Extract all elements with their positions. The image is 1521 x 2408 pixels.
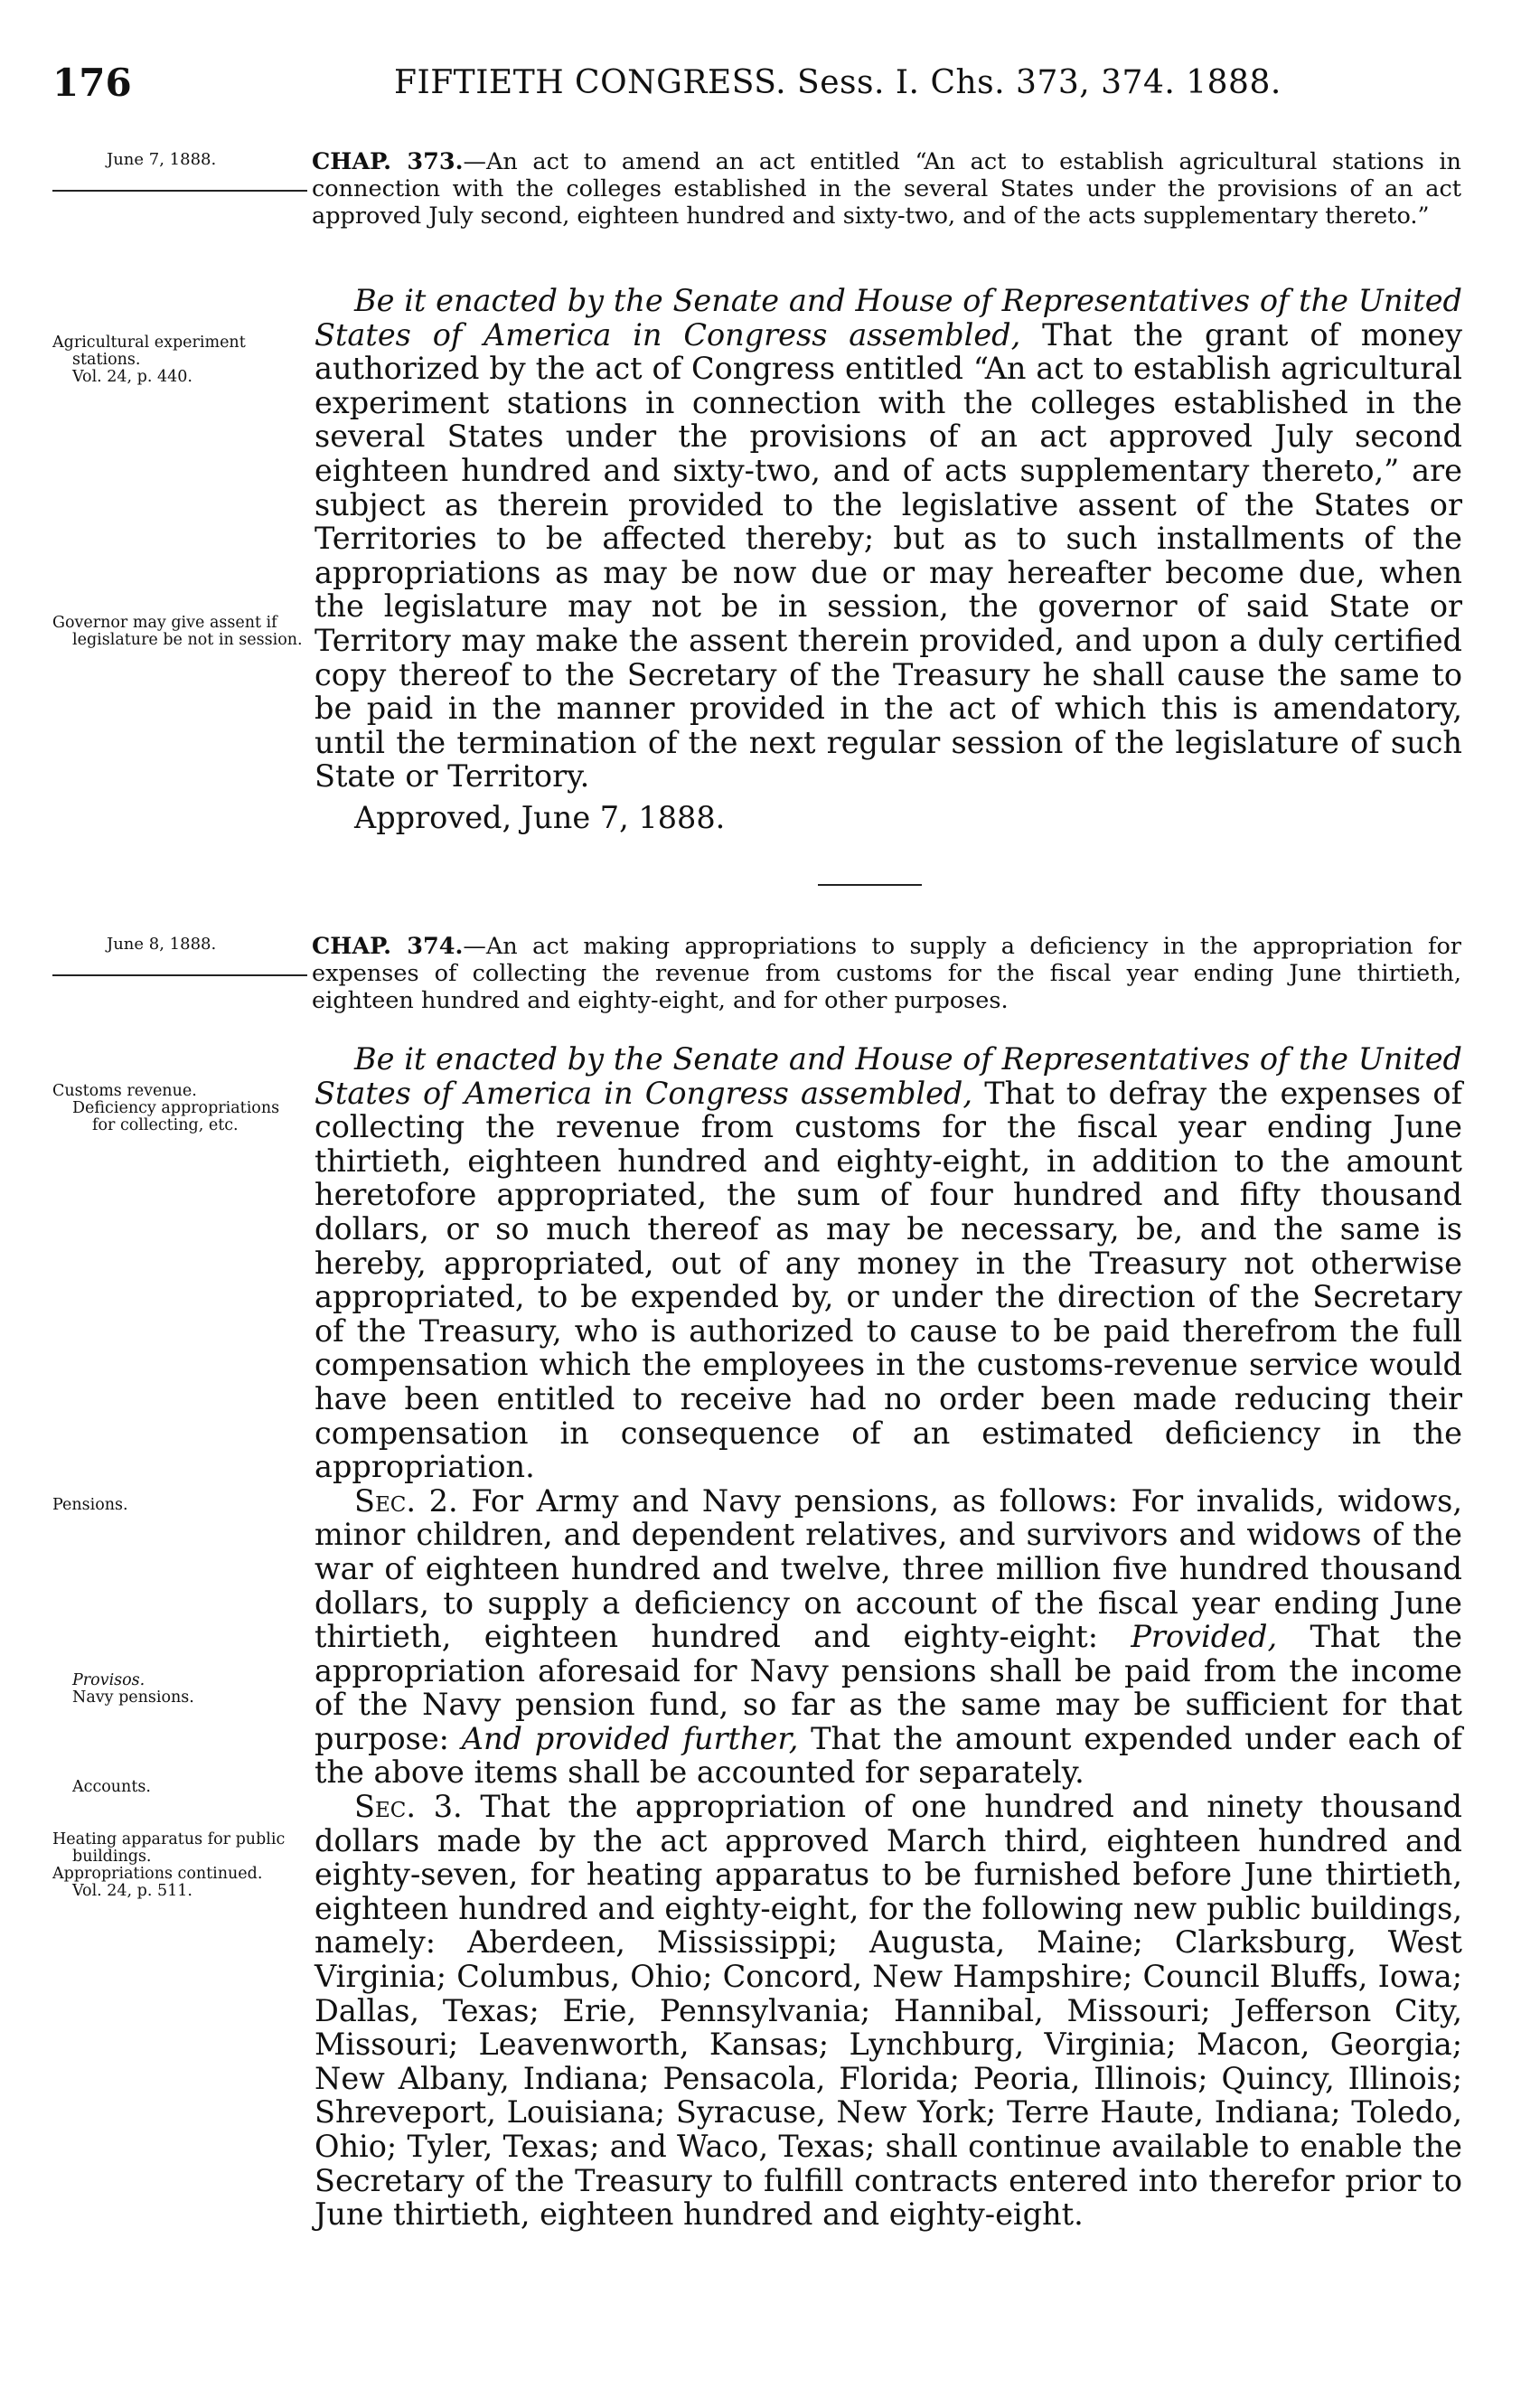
margin-note-provisos [52, 1672, 307, 1707]
section-text: That the grant of money authorized by the act of Congress entitled “An act to establish agricultural experiment stations in connection with the colleges established in the several States under the provisions of an act approved July second eighteen hundred and sixty-two, and of acts supplementary thereto,” are subject as therein provided to the legislative assent of the States or Territories to be affected thereby; but as to such installments of the appropriations as may be now due or may hereafter become due, when the legislature may not be in session, the governor of said State or Territory may make the assent therein provided, and upon a duly certified copy thereof to the Secretary of the Treasury he shall cause the same to be paid in the manner provided in the act of which this is amendatory, until the termination of the next regular session of the legislature of such State or Territory. [315, 316, 1462, 795]
date-rule [52, 974, 307, 976]
chapter-separator [818, 884, 922, 886]
section-text: That the appropriation aforesaid for Navy pensions shall be paid from the income of the Navy pension fund, so far as the same may be sufficient for that purpose: [315, 1619, 1463, 1756]
date-rule [52, 190, 307, 192]
section-3 [315, 1790, 1462, 2232]
chapter-date: June 7, 1888. [107, 150, 217, 169]
approval-line: Approved, June 7, 1888. [354, 799, 726, 835]
margin-note-pensions [52, 1497, 307, 1514]
margin-note-line: Governor may give assent if legislature be not in session. [52, 614, 303, 649]
proviso-label: Provided, [1131, 1619, 1278, 1655]
section-text: That the appropriation of one hundred and ninety thousand dollars made by the act approved March third, eighteen hundred and eighty-seven, for heating apparatus to be furnished before June thirtieth, eighteen hundred and eighty-eight, for the following new public buildings, namely: Aberdeen, Mississippi; Augusta, Maine; Clarksburg, West Virginia; Columbus, Ohio; Concord, New Hampshire; Council Bluffs, Iowa; Dallas, Texas; Erie, Pennsylvania; Hannibal, Missouri; Jefferson City, Missouri; Leavenworth, Kansas; Lynchburg, Virginia; Macon, Georgia; New Albany, Indiana; Pensacola, Florida; Peoria, Illinois; Quincy, Illinois; Shreveport, Louisiana; Syracuse, New York; Terre Haute, Indiana; Toledo, Ohio; Tyler, Texas; and Waco, Texas; shall continue available to enable the Secretary of the Treasury to fulfill contracts entered into therefor prior to June thirtieth, eighteen hundred and eighty-eight. [315, 1789, 1462, 2233]
margin-note-heating-apparatus [52, 1831, 307, 1900]
running-title: FIFTIETH CONGRESS. Sess. I. Chs. 373, 374. 1888. [394, 64, 1282, 101]
margin-note-line: Vol. 24, p. 440. [72, 368, 192, 386]
margin-note-line: Navy pensions. [72, 1688, 194, 1707]
proviso-label: And provided further, [461, 1720, 799, 1756]
chapter-title [312, 933, 1461, 1014]
section-1 [315, 1042, 1462, 1484]
chapter-label: CHAP. 374. [312, 933, 464, 960]
chapter-date: June 8, 1888. [107, 935, 217, 954]
section-label: Sec. 2. [354, 1482, 458, 1519]
chapter-title-text: —An act making appropriations to supply a deficiency in the appropriation for expenses of collecting the revenue from customs for the fiscal year ending June thirtieth, eighteen hundred and eighty-eight, and for other purposes. [312, 933, 1461, 1014]
chapter-body [315, 1042, 1462, 2232]
running-head [52, 56, 1462, 110]
page-number: 176 [52, 61, 132, 105]
margin-note-line: Vol. 24, p. 511. [72, 1882, 192, 1900]
chapter-title [312, 148, 1461, 230]
section-label: Sec. 3. [354, 1789, 463, 1825]
margin-note-line: Accounts. [72, 1778, 151, 1796]
section-text: For Army and Navy pensions, as follows: For invalids, widows, minor children, and dependent relatives, and survivors and widows of the war of eighteen hundred and twelve, three million five hundred thousand dollars, to supply a deficiency on account of the fiscal year ending June thirtieth, eighteen hundred and eighty-eight: [315, 1482, 1462, 1655]
chapter-label: CHAP. 373. [312, 148, 464, 175]
margin-note-line: Heating apparatus for public buildings. [52, 1830, 286, 1866]
enacting-clause: Be it enacted by the Senate and House of Representatives of the United States of America in Congress assembled, [315, 1041, 1462, 1111]
margin-note-line: Pensions. [52, 1496, 128, 1514]
section-text: That the amount expended under each of the above items shall be accounted for separately. [315, 1720, 1463, 1791]
margin-note-customs-revenue [52, 1083, 307, 1134]
enacting-clause: Be it enacted by the Senate and House of Representatives of the United States of America in Congress assembled, [315, 283, 1462, 353]
margin-note-governor-assent [52, 615, 307, 649]
section-1 [315, 284, 1462, 794]
section-2 [315, 1484, 1462, 1790]
margin-note-line: Customs revenue. [52, 1082, 197, 1100]
margin-note-accounts [52, 1779, 307, 1796]
section-text: That to defray the expenses of collecting the revenue from customs for the fiscal year ending June thirtieth, eighteen hundred and eighty-eight, in addition to the amount heretofore appropriated, the sum of four hundred and fifty thousand dollars, or so much thereof as may be necessary, be, and the same is hereby, appropriated, out of any money in the Treasury not otherwise appropriated, to be expended by, or under the direction of the Secretary of the Treasury, who is authorized to cause to be paid therefrom the full compensation which the employees in the customs-revenue service would have been entitled to receive had no order been made reducing their compensation in consequence of an estimated deficiency in the appropriation. [315, 1075, 1462, 1485]
chapter-title-text: —An act to amend an act entitled “An act to establish agricultural stations in connection with the colleges established in the several States under the provisions of an act approved July second, eighteen hundred and sixty-two, and of the acts supplementary thereto.” [312, 148, 1461, 230]
margin-note-experiment-stations [52, 334, 307, 386]
chapter-body [315, 284, 1462, 835]
margin-note-line: Provisos. [72, 1671, 146, 1689]
margin-note-line: Deficiency appropriations for collecting, etc. [72, 1099, 280, 1134]
margin-note-line: Appropriations continued. [52, 1865, 263, 1883]
margin-note-line: Agricultural experiment stations. [52, 334, 246, 369]
